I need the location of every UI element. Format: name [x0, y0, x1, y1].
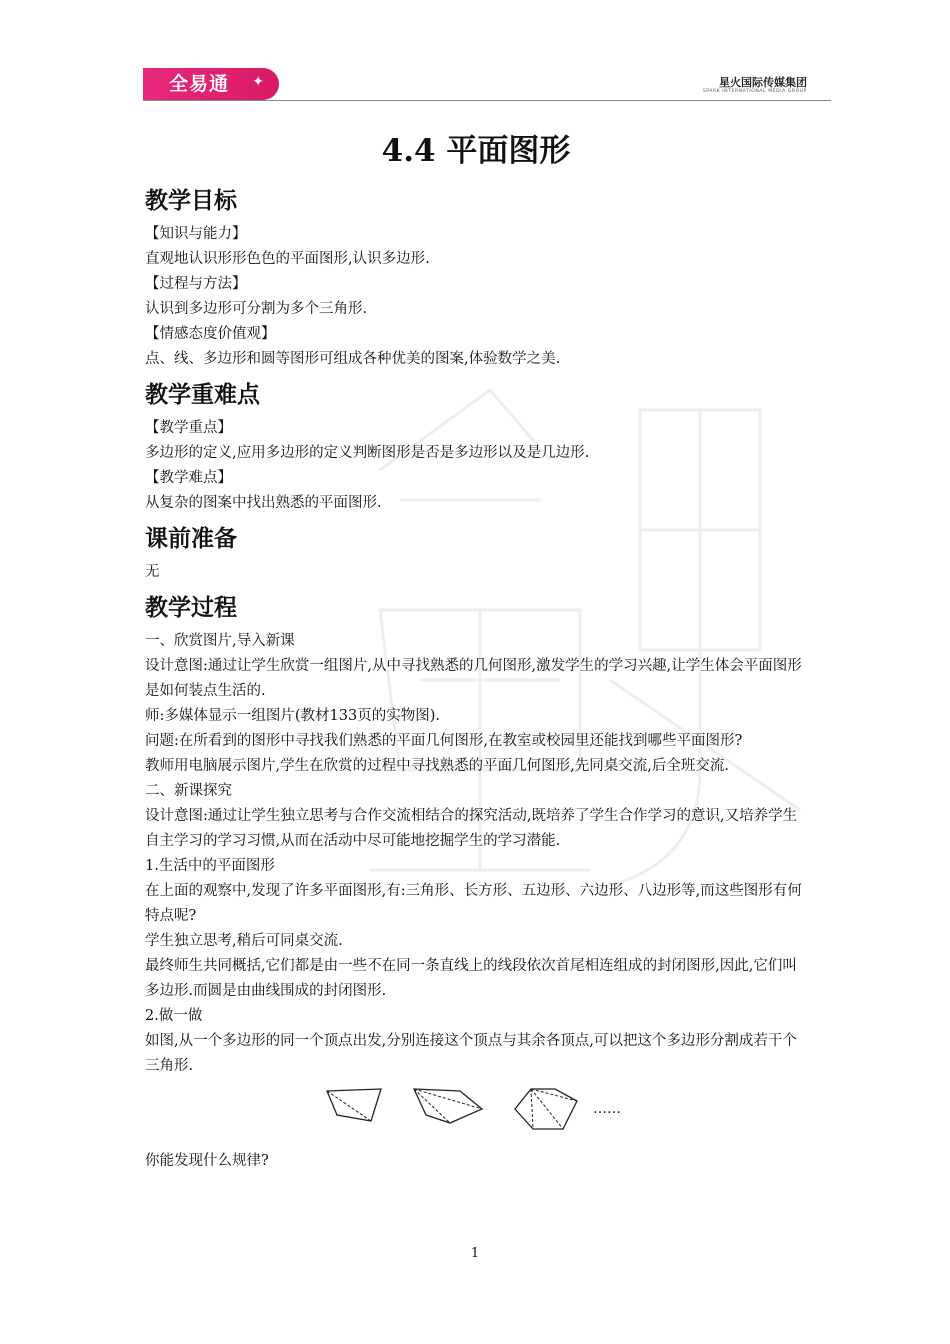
objectives-line: 点、线、多边形和圆等图形可组成各种优美的图案,体验数学之美.: [145, 351, 561, 367]
process-line: 学生独立思考,稍后可同桌交流.: [145, 933, 343, 949]
quadrilateral-figure: [325, 1085, 387, 1125]
objectives-line: 认识到多边形可分割为多个三角形.: [145, 301, 368, 317]
figure-ellipsis: ……: [593, 1101, 621, 1117]
section-heading-objectives: 教学目标: [145, 188, 237, 214]
page-header: [0, 0, 950, 110]
process-line: 设计意图:通过让学生欣赏一组图片,从中寻找熟悉的几何图形,激发学生的学习兴趣,让学生体会平面图形是如何装点生活的.: [145, 658, 802, 699]
objectives-line: 直观地认识形形色色的平面图形,认识多边形.: [145, 251, 430, 267]
key-points-line: 从复杂的图案中找出熟悉的平面图形.: [145, 495, 382, 511]
pentagon-figure: [410, 1085, 486, 1127]
key-points-line: 【教学难点】: [145, 470, 232, 486]
publisher-name-en: SPARK INTERNATIONAL MEDIA GROUP: [702, 89, 807, 94]
section-heading-key-points: 教学重难点: [145, 382, 260, 408]
process-line: 师:多媒体显示一组图片(教材133页的实物图).: [145, 708, 440, 724]
process-line: 教师用电脑展示图片,学生在欣赏的过程中寻找熟悉的平面几何图形,先同桌交流,后全班交流.: [145, 758, 729, 774]
page-number: 1: [470, 1246, 480, 1261]
key-points-line: 多边形的定义,应用多边形的定义判断图形是否是多边形以及是几边形.: [145, 445, 590, 461]
process-line: 一、欣赏图片,导入新课: [145, 633, 295, 649]
process-line: 2.做一做: [145, 1008, 203, 1024]
polygon-figures: [145, 1085, 807, 1145]
process-line: 最终师生共同概括,它们都是由一些不在同一条直线上的线段依次首尾相连组成的封闭图形,因此,它们叫多边形.而圆是由曲线围成的封闭图形.: [145, 958, 797, 999]
publisher-mark: [703, 76, 807, 95]
section-heading-preparation: 课前准备: [145, 526, 237, 552]
brand-logo: [143, 68, 279, 100]
sparkle-icon: ✦: [252, 74, 265, 90]
process-line: 在上面的观察中,发现了许多平面图形,有:三角形、长方形、五边形、六边形、八边形等,而这些图形有何特点呢?: [145, 883, 802, 924]
process-line: 如图,从一个多边形的同一个顶点出发,分别连接这个顶点与其余各顶点,可以把这个多边形分割成若干个三角形.: [145, 1033, 797, 1074]
objectives-line: 【情感态度价值观】: [145, 326, 276, 342]
publisher-name: 星火国际传媒集团: [719, 76, 807, 89]
process-line: 1.生活中的平面图形: [145, 858, 275, 874]
preparation-line: 无: [145, 564, 160, 580]
brand-logo-text: 全易通: [169, 73, 230, 95]
section-heading-process: 教学过程: [145, 595, 237, 621]
process-line: 二、新课探究: [145, 783, 232, 799]
process-line: 问题:在所看到的图形中寻找我们熟悉的平面几何图形,在教室或校园里还能找到哪些平面图形?: [145, 733, 743, 749]
objectives-line: 【知识与能力】: [145, 226, 247, 242]
process-line: 设计意图:通过让学生独立思考与合作交流相结合的探究活动,既培养了学生合作学习的意识,又培养学生自主学习的学习习惯,从而在活动中尽可能地挖掘学生的学习潜能.: [145, 808, 798, 849]
key-points-line: 【教学重点】: [145, 420, 232, 436]
question-line: 你能发现什么规律?: [145, 1153, 269, 1169]
header-divider: [143, 100, 831, 101]
hexagon-figure: [511, 1085, 581, 1133]
document-body: [145, 128, 807, 1174]
page-title: 4.4 平面图形: [381, 133, 571, 169]
objectives-line: 【过程与方法】: [145, 276, 247, 292]
